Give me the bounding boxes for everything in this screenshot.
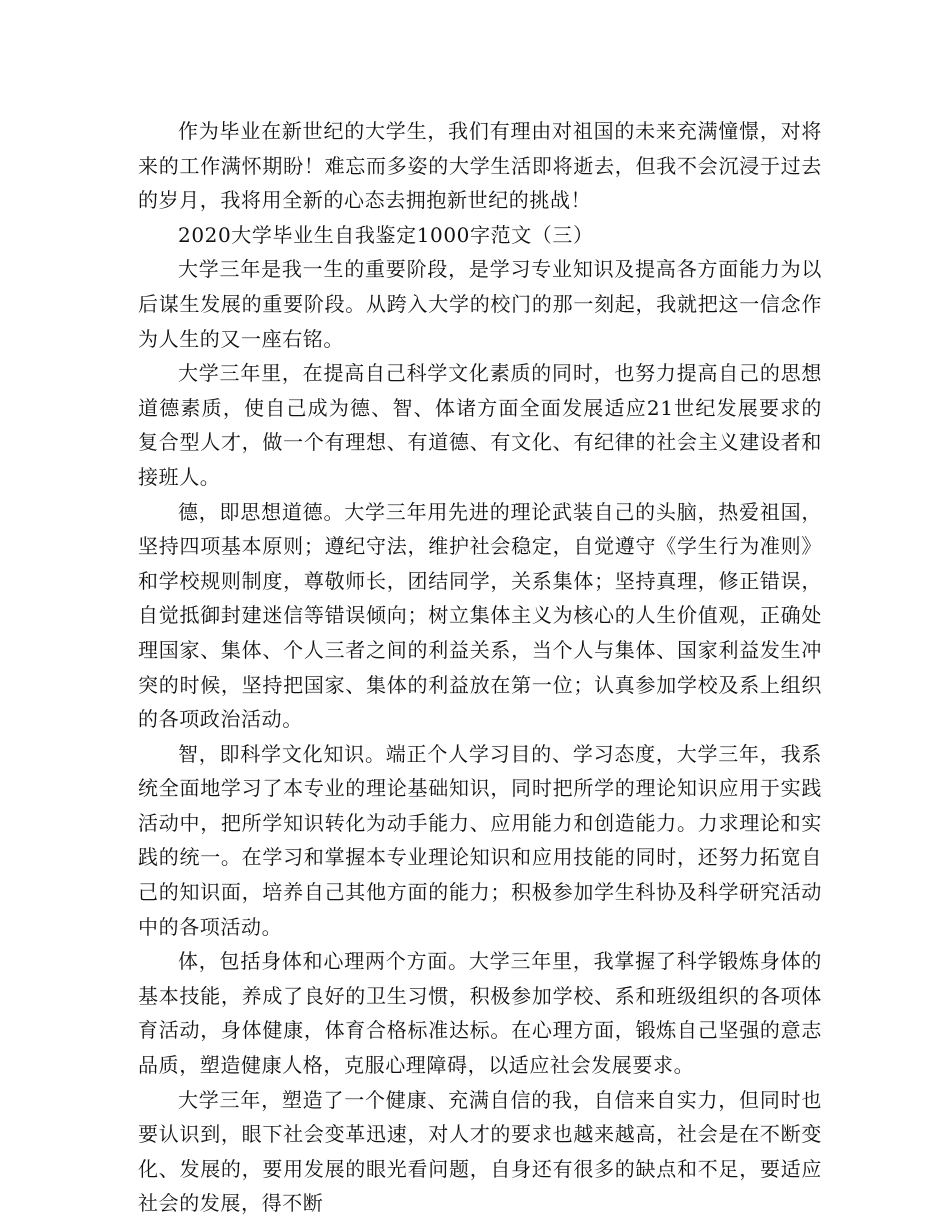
paragraph-conclusion: 大学三年，塑造了一个健康、充满自信的我，自信来自实力，但同时也要认识到，眼下社会变革迅速，对人才的要求也越来越高，社会是在不断变化、发展的，要用发展的眼光看问题，自身还有很多的缺点和不足，要适应社会的发展，得不断 bbox=[138, 1087, 822, 1216]
paragraph-morality: 德，即思想道德。大学三年用先进的理论武装自己的头脑，热爱祖国，坚持四项基本原则；遵纪守法，维护社会稳定，自觉遵守《学生行为准则》和学校规则制度，尊敬师长，团结同学，关系集体；坚持真理，修正错误，自觉抵御封建迷信等错误倾向；树立集体主义为核心的人生价值观，正确处理国家、集体、个人三者之间的利益关系，当个人与集体、国家利益发生冲突的时候，坚持把国家、集体的利益放在第一位；认真参加学校及系上组织的各项政治活动。 bbox=[138, 499, 822, 732]
paragraph-intellect: 智，即科学文化知识。端正个人学习目的、学习态度，大学三年，我系统全面地学习了本专业的理论基础知识，同时把所学的理论知识应用于实践活动中，把所学知识转化为动手能力、应用能力和创造能力。力求理论和实践的统一。在学习和掌握本专业理论知识和应用技能的同时，还努力拓宽自己的知识面，培养自己其他方面的能力；积极参加学生科协及科学研究活动中的各项活动。 bbox=[138, 741, 822, 939]
document-body bbox=[138, 114, 822, 1221]
paragraph-1: 作为毕业在新世纪的大学生，我们有理由对祖国的未来充满憧憬，对将来的工作满怀期盼！难忘而多姿的大学生活即将逝去，但我不会沉浸于过去的岁月，我将用全新的心态去拥抱新世纪的挑战！ bbox=[138, 119, 822, 213]
paragraph-physique: 体，包括身体和心理两个方面。大学三年里，我掌握了科学锻炼身体的基本技能，养成了良好的卫生习惯，积极参加学校、系和班级组织的各项体育活动，身体健康，体育合格标准达标。在心理方面，锻炼自己坚强的意志品质，塑造健康人格，克服心理障碍，以适应社会发展要求。 bbox=[138, 949, 822, 1078]
paragraph-3: 大学三年里，在提高自己科学文化素质的同时，也努力提高自己的思想道德素质，使自己成为德、智、体诸方面全面发展适应21世纪发展要求的复合型人才，做一个有理想、有道德、有文化、有纪律的社会主义建设者和接班人。 bbox=[138, 361, 822, 489]
paragraph-2: 大学三年是我一生的重要阶段，是学习专业知识及提高各方面能力为以后谋生发展的重要阶段。从跨入大学的校门的那一刻起，我就把这一信念作为人生的又一座右铭。 bbox=[138, 257, 822, 351]
section-title: 2020大学毕业生自我鉴定1000字范文（三） bbox=[178, 222, 594, 247]
